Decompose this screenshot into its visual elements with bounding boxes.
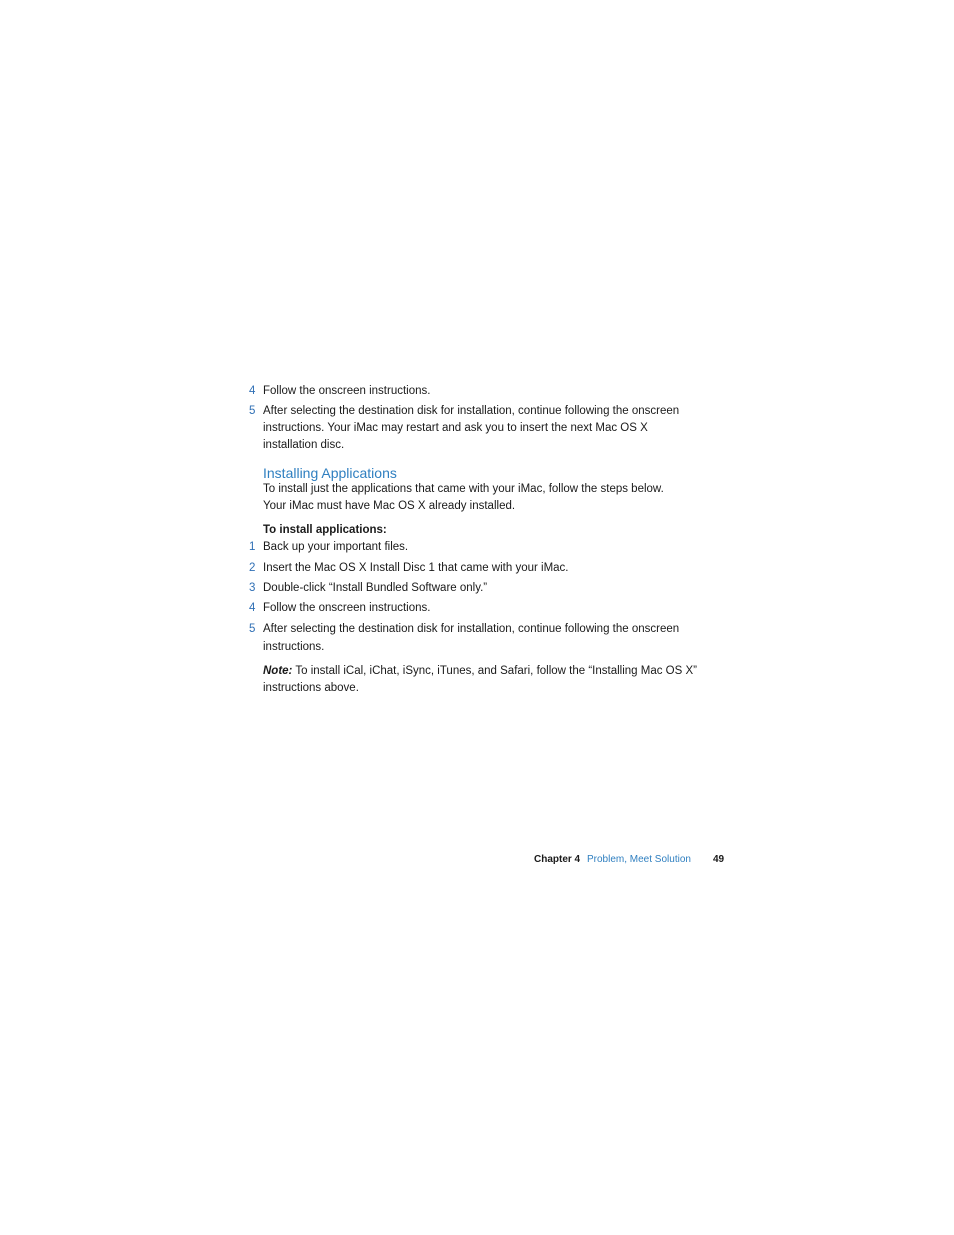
section-intro: To install just the applications that came with your iMac, follow the steps below. Your iMac must have Mac OS X already installed. (263, 483, 664, 512)
step-number: 3 (249, 582, 256, 594)
note-text: To install iCal, iChat, iSync, iTunes, and Safari, follow the “Installing Mac OS X” instructions above. (263, 665, 697, 694)
step-text: Follow the onscreen instructions. (263, 385, 431, 397)
step-number: 4 (249, 602, 256, 614)
step-text: Double-click “Install Bundled Software only.” (263, 582, 488, 594)
step-text: After selecting the destination disk for installation, continue following the onscreen instructions. Your iMac may restart and ask you to insert the next Mac OS X installation disc. (263, 405, 680, 451)
note-label: Note: (263, 665, 293, 677)
note (263, 663, 703, 697)
list-item (249, 560, 709, 577)
step-number: 4 (249, 385, 256, 397)
step-text: Back up your important files. (263, 541, 409, 553)
page-number: 49 (713, 854, 725, 865)
list-item (249, 580, 709, 597)
step-number: 5 (249, 405, 256, 417)
footer-chapter-title: Problem, Meet Solution (587, 854, 691, 865)
step-text: Insert the Mac OS X Install Disc 1 that came with your iMac. (263, 562, 569, 574)
step-number: 1 (249, 541, 256, 553)
procedure-subheading: To install applications: (263, 524, 387, 536)
step-number: 2 (249, 562, 256, 574)
footer-chapter: Chapter 4 (534, 854, 581, 865)
step-text: Follow the onscreen instructions. (263, 602, 431, 614)
list-item (249, 403, 694, 454)
list-item (249, 539, 709, 556)
list-item (249, 383, 709, 400)
section-heading: Installing Applications (263, 465, 397, 481)
step-number: 5 (249, 623, 256, 635)
step-text: After selecting the destination disk for installation, continue following the onscreen instructions. (263, 623, 680, 653)
list-item (249, 600, 709, 617)
list-item (249, 620, 709, 656)
